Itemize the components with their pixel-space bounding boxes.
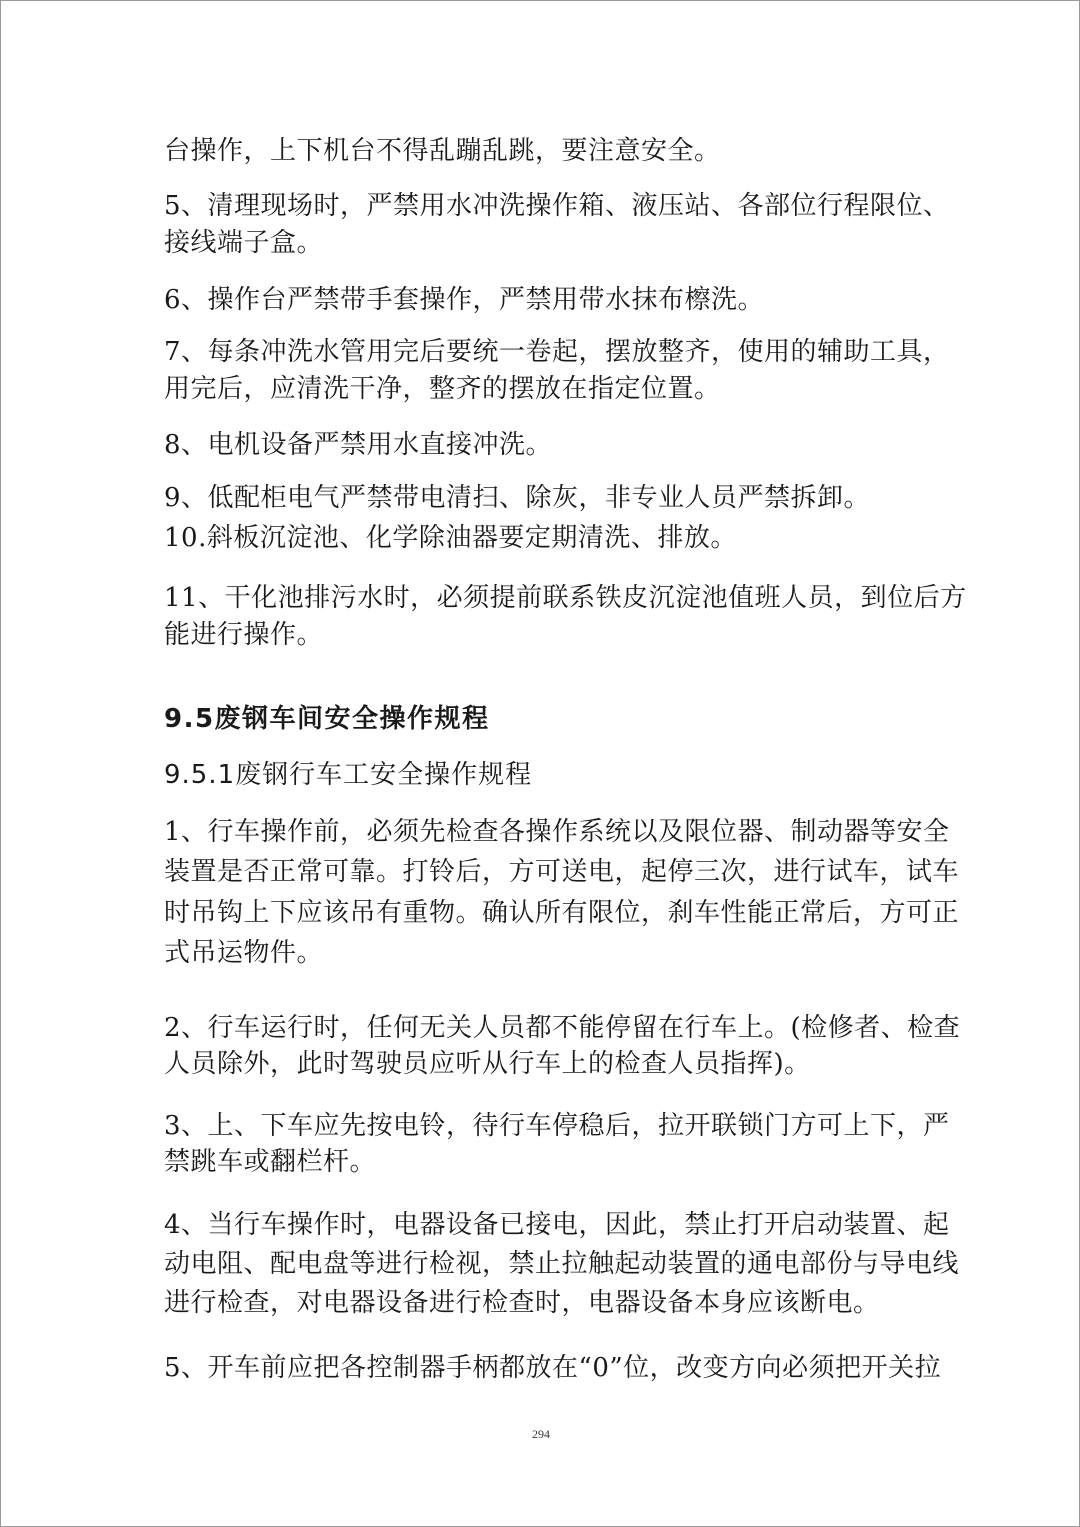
text-line: 能进行操作。 <box>164 620 324 650</box>
text-line: 3、上、下车应先按电铃，待行车停稳后，拉开联锁门方可上下，严 <box>164 1111 950 1141</box>
text-line: 动电阻、配电盘等进行检视，禁止拉触起动装置的通电部份与导电线 <box>164 1249 960 1279</box>
text-line: 9、低配柜电气严禁带电清扫、除灰，非专业人员严禁拆卸。 <box>164 483 871 513</box>
text-line: 禁跳车或翻栏杆。 <box>164 1147 377 1177</box>
text-line: 7、每条冲洗水管用完后要统一卷起，摆放整齐，使用的辅助工具， <box>164 337 950 367</box>
text-line: 台操作，上下机台不得乱蹦乱跳，要注意安全。 <box>164 136 721 166</box>
text-line: 进行检查，对电器设备进行检查时，电器设备本身应该断电。 <box>164 1288 880 1318</box>
text-line: 5、清理现场时，严禁用水冲洗操作箱、液压站、各部位行程限位、 <box>164 191 950 221</box>
text-line: 时吊钩上下应该吊有重物。确认所有限位，刹车性能正常后，方可正 <box>164 898 960 928</box>
section-heading: 9.5废钢车间安全操作规程 <box>164 704 490 734</box>
text-line: 8、电机设备严禁用水直接冲洗。 <box>164 430 553 460</box>
text-line: 5、开车前应把各控制器手柄都放在“0”位，改变方向必须把开关拉 <box>164 1353 942 1383</box>
text-line: 4、当行车操作时，电器设备已接电，因此，禁止打开启动装置、起 <box>164 1210 950 1240</box>
text-line: 用完后，应清洗干净，整齐的摆放在指定位置。 <box>164 374 721 404</box>
text-line: 人员除外，此时驾驶员应听从行车上的检查人员指挥)。 <box>164 1049 811 1079</box>
text-line: 式吊运物件。 <box>164 938 324 968</box>
subsection-heading: 9.5.1废钢行车工安全操作规程 <box>164 760 533 790</box>
page-number: 294 <box>532 1427 550 1441</box>
text-line: 装置是否正常可靠。打铃后，方可送电，起停三次，进行试车，试车 <box>164 857 960 887</box>
text-line: 11、干化池排污水时，必须提前联系铁皮沉淀池值班人员，到位后方 <box>164 583 967 613</box>
text-line: 6、操作台严禁带手套操作，严禁用带水抹布檫洗。 <box>164 285 765 315</box>
text-line: 接线端子盒。 <box>164 228 324 258</box>
text-line: 1、行车操作前，必须先检查各操作系统以及限位器、制动器等安全 <box>164 817 950 847</box>
text-line: 10.斜板沉淀池、化学除油器要定期清洗、排放。 <box>164 523 737 553</box>
text-line: 2、行车运行时，任何无关人员都不能停留在行车上。(检修者、检查 <box>164 1013 961 1043</box>
